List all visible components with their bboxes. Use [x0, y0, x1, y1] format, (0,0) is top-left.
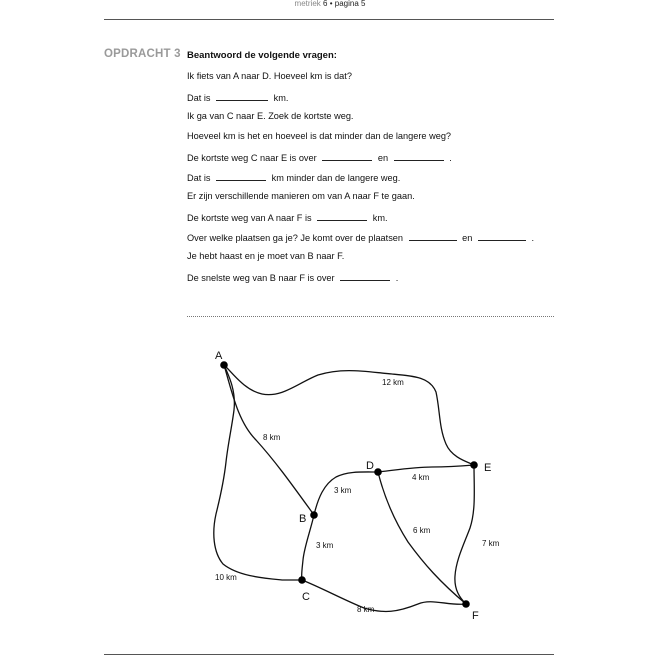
road-a-e	[224, 365, 474, 465]
distance-b-d: 3 km	[334, 486, 352, 495]
distance-a-b: 8 km	[263, 433, 281, 442]
road-c-f	[302, 580, 466, 611]
line-text: Ik fiets van A naar D. Hoeveel km is dat?	[187, 71, 352, 81]
section-label: OPDRACHT 3	[104, 48, 181, 60]
road-e-f	[455, 465, 474, 604]
line-text: De snelste weg van B naar F is over	[187, 273, 335, 283]
map-points	[220, 361, 478, 608]
line-text: .	[449, 153, 452, 163]
line-text: Dat is	[187, 173, 211, 183]
line-text: .	[395, 273, 399, 283]
header-prefix: metriek	[294, 0, 321, 8]
line-text: Over welke plaatsen ga je? Je komt over de plaatsen	[187, 233, 404, 243]
question-title: Beantwoord de volgende vragen:	[187, 50, 337, 61]
point-d	[374, 468, 382, 476]
point-f	[462, 600, 470, 608]
label-e: E	[484, 462, 492, 474]
line-text: en	[377, 153, 389, 163]
point-c	[298, 576, 306, 584]
label-b: B	[299, 513, 307, 525]
point-a	[220, 361, 228, 369]
distance-c-f: 8 km	[357, 605, 375, 614]
distance-a-e: 12 km	[382, 378, 404, 387]
label-c: C	[302, 591, 310, 603]
header-number: 6	[323, 0, 328, 8]
line-text: en	[462, 233, 473, 243]
distance-d-f: 6 km	[413, 526, 431, 535]
header-bullet: •	[329, 0, 333, 8]
header-page: pagina 5	[334, 0, 366, 8]
line-text: .	[531, 233, 535, 243]
line-text: Hoeveel km is het en hoeveel is dat minder dan de langere weg?	[187, 131, 452, 141]
bottom-rule	[104, 654, 554, 655]
line-text: De kortste weg van A naar F is	[187, 213, 312, 223]
line-text: Dat is	[187, 93, 211, 103]
line-text: km minder dan de langere weg.	[271, 173, 401, 183]
distance-d-e: 4 km	[412, 473, 430, 482]
line-text: Ik ga van C naar E. Zoek de kortste weg.	[187, 111, 354, 121]
label-d: D	[366, 460, 374, 472]
line-text: km.	[273, 93, 289, 103]
road-d-e	[378, 465, 474, 472]
distance-b-c: 3 km	[316, 541, 334, 550]
distance-a-c: 10 km	[215, 573, 237, 582]
road-d-f	[378, 472, 466, 604]
label-a: A	[215, 350, 223, 362]
point-b	[310, 511, 318, 519]
line-text: km.	[372, 213, 388, 223]
point-e	[470, 461, 478, 469]
label-f: F	[472, 610, 479, 622]
line-text: Je hebt haast en je moet van B naar F.	[187, 251, 345, 261]
distance-e-f: 7 km	[482, 539, 500, 548]
road-a-c	[214, 365, 302, 580]
line-text: De kortste weg C naar E is over	[187, 153, 317, 163]
line-text: Er zijn verschillende manieren om van A naar F te gaan.	[187, 191, 415, 201]
